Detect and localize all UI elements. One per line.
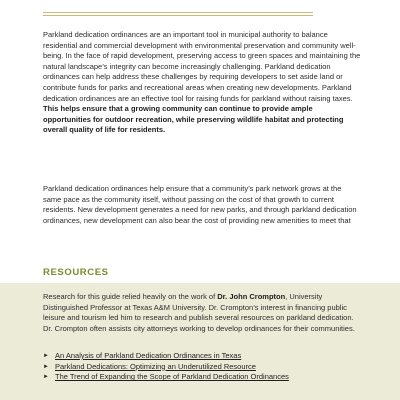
resource-link-expanding-scope[interactable]: The Trend of Expanding the Scope of Parkland Dedication Ordinances: [55, 372, 289, 382]
resource-link-optimizing[interactable]: Parkland Dedications: Optimizing an Underutilized Resource: [55, 361, 256, 371]
resources-link-list: [43, 351, 363, 383]
intro-paragraph: [43, 30, 361, 136]
resource-link-analysis-texas[interactable]: An Analysis of Parkland Dedication Ordinances in Texas: [55, 351, 242, 360]
resources-description: [43, 292, 363, 334]
resources-author-name: Dr. John Crompton: [217, 292, 286, 301]
resource-link-item: [43, 351, 363, 362]
triangle-bullet-icon: ►: [43, 353, 49, 359]
resources-heading: RESOURCES: [43, 267, 109, 278]
resource-link-item: [43, 362, 363, 373]
top-divider: [43, 12, 313, 16]
triangle-bullet-icon: ►: [43, 374, 49, 381]
intro-lead-text: Parkland dedication ordinances are an important tool in municipal authority to balance residential and commercial development with environmental preservation and community well-being. In the face of rapid development, preserving access to green spaces and maintaining the natural landscape’s integrity can become increasingly challenging. Parkland dedication ordinances can help address these challenges by requiring developers to set aside land or contribute funds for parks and recreational areas when creating new developments. Parkland dedication ordinances are an effective tool for raising funds for parkland without raising taxes.: [43, 30, 361, 103]
triangle-bullet-icon: ►: [43, 363, 49, 370]
resources-text-before: Research for this guide relied heavily on the work of: [43, 292, 218, 301]
resources-text-after: , University Distinguished Professor at Texas A&M University. Dr. Crompton’s interest in financing public leisure and tourism led him to research and publish several resources on parkland dedication. Dr. Crompton often assists city attorneys working to develop ordinances for their communities.: [43, 292, 355, 333]
resource-link-item: [43, 372, 363, 383]
intro-emphasis-text: This helps ensure that a growing community can continue to provide ample opportunities for outdoor recreation, while preserving wildlife habitat and protecting overall quality of life for residents.: [43, 104, 344, 135]
second-paragraph: Parkland dedication ordinances help ensure that a community’s park network grows at the same pace as the community itself, without passing on the cost of that growth to current residents. New development generates a need for new parks, and through parkland dedication ordinances, new development can also bear the cost of providing new amenities to meet that: [43, 184, 357, 225]
